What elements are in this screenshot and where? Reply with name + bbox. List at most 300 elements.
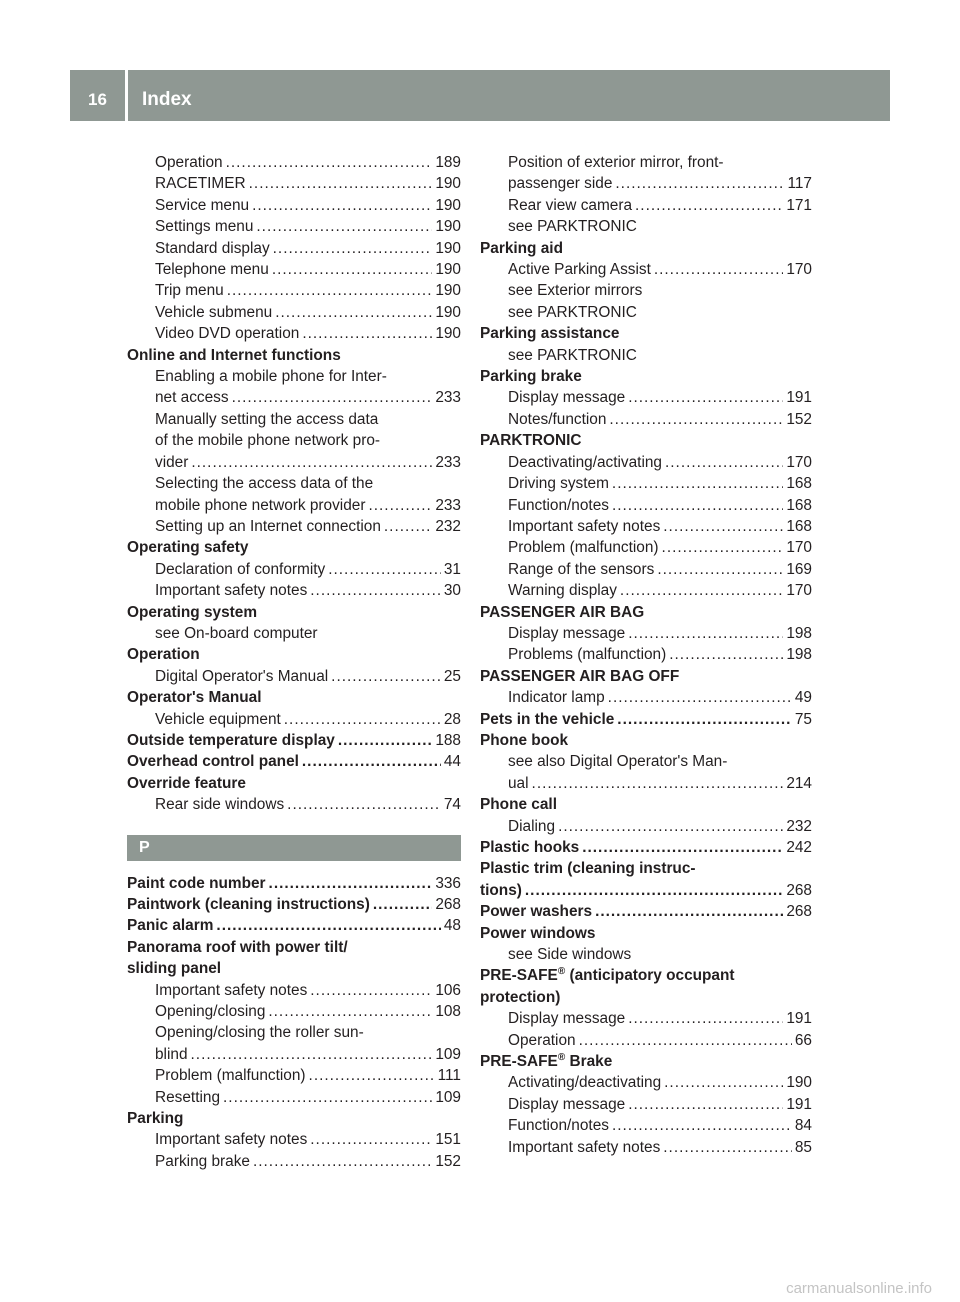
index-entry (480, 602, 812, 623)
entry-text: PRE-SAFE (480, 1053, 558, 1071)
entry-text: Manually setting the access data (155, 410, 379, 428)
page-ref: 85 (794, 1138, 812, 1156)
entry-row (155, 323, 461, 344)
entry-text: Panorama roof with power tilt/ (127, 938, 348, 956)
entry-text: PASSENGER AIR BAG (480, 603, 645, 621)
entry-text: Operating safety (127, 539, 249, 557)
leader-dots (620, 580, 783, 601)
entry-row (508, 1094, 812, 1115)
entry-row (127, 602, 461, 623)
watermark: carmanualsonline.info (786, 1280, 932, 1297)
page-ref: 170 (786, 261, 812, 279)
entry-row (155, 152, 461, 173)
index-entry (480, 559, 812, 580)
index-entry (480, 730, 812, 751)
index-entry (480, 1008, 812, 1029)
entry-row (155, 1044, 461, 1065)
leader-dots (608, 687, 792, 708)
index-entry (127, 473, 461, 516)
leader-dots (328, 559, 441, 580)
index-entry (127, 280, 461, 301)
entry-row (127, 773, 461, 794)
index-entry (480, 473, 812, 494)
entry-row (155, 259, 461, 280)
entry-row (155, 302, 461, 323)
index-entry (127, 937, 461, 980)
entry-text: Overhead control panel (127, 753, 299, 771)
page-ref: 190 (435, 239, 461, 257)
leader-dots (309, 1065, 435, 1086)
entry-term (508, 345, 637, 366)
entry-text: sliding panel (127, 960, 222, 978)
page-ref: 170 (786, 453, 812, 471)
leader-dots (275, 302, 432, 323)
entry-term (155, 387, 229, 408)
index-entry (127, 195, 461, 216)
entry-term (155, 152, 223, 173)
entry-term (155, 259, 269, 280)
leader-dots (310, 980, 432, 1001)
leader-dots (579, 1030, 792, 1051)
section-letter-bar: P (127, 835, 461, 861)
entry-row (480, 709, 812, 730)
entry-text: Power windows (480, 924, 596, 942)
entry-text: Operation (155, 154, 223, 171)
leader-dots (532, 773, 784, 794)
page-ref: 191 (786, 389, 812, 407)
entry-row (155, 559, 461, 580)
leader-dots (373, 894, 432, 915)
index-entry (480, 1072, 812, 1093)
entry-text: Phone book (480, 731, 569, 749)
index-entry (480, 1115, 812, 1136)
entry-text: Operating system (127, 603, 258, 621)
index-entry (480, 580, 812, 601)
leader-dots (635, 195, 783, 216)
page-ref: 152 (786, 410, 812, 428)
page-ref: 242 (786, 839, 812, 856)
entry-row (127, 1108, 461, 1129)
leader-dots (582, 837, 783, 858)
page-ref: 169 (786, 560, 812, 578)
index-entry (480, 516, 812, 537)
page-ref: 30 (443, 582, 461, 600)
entry-row (155, 666, 461, 687)
entry-continued-line: of the mobile phone network pro- (155, 432, 381, 450)
entry-row (508, 687, 812, 708)
entry-text: Outside temperature display (127, 731, 335, 749)
index-entry (127, 366, 461, 409)
index-entry (127, 1065, 461, 1086)
entry-text: PARKTRONIC (480, 432, 582, 450)
entry-term (480, 238, 563, 259)
entry-text: Problem (malfunction) (508, 539, 659, 557)
page-ref: 198 (786, 624, 812, 642)
entry-term (127, 773, 246, 794)
entry-term (508, 302, 637, 323)
entry-row (155, 280, 461, 301)
page-ref: 190 (435, 282, 461, 300)
entry-row (127, 644, 461, 665)
leader-dots (664, 1072, 783, 1093)
leader-dots (665, 452, 783, 473)
entry-row (508, 173, 812, 194)
leader-dots (226, 152, 433, 173)
index-entry (480, 452, 812, 473)
index-entry (480, 366, 812, 387)
entry-row (508, 216, 812, 237)
index-entry (480, 687, 812, 708)
entry-term (155, 195, 249, 216)
entry-text: Problem (malfunction) (155, 1067, 306, 1085)
index-entry (127, 152, 461, 173)
entry-row (480, 323, 812, 344)
entry-text-tail: Brake (565, 1053, 613, 1071)
index-entry (480, 345, 812, 366)
index-entry (480, 858, 812, 901)
index-right-column (480, 152, 812, 1158)
entry-text: ual (508, 774, 529, 792)
page-ref: 111 (437, 1067, 461, 1085)
entry-text: Parking brake (480, 368, 582, 386)
entry-text: Power washers (480, 903, 593, 921)
entry-text: Panic alarm (127, 917, 214, 935)
entry-text: Indicator lamp (508, 689, 605, 707)
index-entry (480, 280, 812, 301)
page-ref: 233 (435, 389, 461, 407)
entry-term (508, 1137, 660, 1158)
index-entry (127, 602, 461, 623)
page-ref: 44 (443, 753, 461, 771)
entry-text: Function/notes (508, 496, 609, 514)
entry-text: Settings menu (155, 218, 254, 236)
page-ref: 214 (786, 774, 812, 792)
entry-term (155, 980, 307, 1001)
page-ref: 106 (435, 981, 461, 999)
entry-text: Parking aid (480, 239, 563, 257)
page-ref: 28 (443, 710, 461, 728)
page-ref: 48 (443, 917, 461, 935)
index-entry (480, 751, 812, 794)
entry-row (508, 280, 812, 301)
index-entry (127, 751, 461, 772)
index-entry (480, 965, 812, 1008)
entry-row (155, 452, 461, 473)
entry-row (155, 709, 461, 730)
entry-text: passenger side (508, 175, 613, 193)
entry-term (480, 923, 595, 944)
entry-term (508, 452, 662, 473)
index-entry (480, 901, 812, 922)
entry-term (480, 837, 579, 858)
entry-row (155, 173, 461, 194)
entry-continued-line (155, 409, 461, 430)
entry-row (508, 409, 812, 430)
entry-text: Opening/closing the roller sun- (155, 1024, 364, 1042)
leader-dots (252, 195, 432, 216)
entry-term (155, 302, 272, 323)
page-ref: 108 (435, 1003, 461, 1021)
entry-row (480, 880, 812, 901)
index-entry (480, 1030, 812, 1051)
page-ref: 171 (786, 196, 812, 214)
entry-term (508, 173, 612, 194)
entry-row (155, 387, 461, 408)
entry-row (480, 837, 812, 858)
entry-text: Paintwork (cleaning instructions) (127, 896, 370, 913)
entry-text: Display message (508, 1010, 626, 1028)
entry-term (155, 452, 188, 473)
entry-text: Digital Operator's Manual (155, 667, 329, 685)
leader-dots (253, 1151, 432, 1172)
entry-text: Online and Internet functions (127, 346, 341, 364)
entry-term (508, 280, 642, 301)
index-entry (480, 709, 812, 730)
index-entry (480, 623, 812, 644)
index-entry (127, 302, 461, 323)
entry-term (155, 516, 381, 537)
leader-dots (662, 537, 784, 558)
entry-term (508, 687, 605, 708)
index-entry (480, 409, 812, 430)
index-entry (480, 1094, 812, 1115)
entry-term (508, 944, 631, 965)
page-ref: 168 (786, 475, 812, 493)
index-entry (127, 623, 461, 644)
header-divider (125, 70, 128, 121)
entry-term (508, 623, 625, 644)
entry-text: tions) (480, 881, 522, 899)
index-entry (480, 495, 812, 516)
entry-text: see PARKTRONIC (508, 218, 637, 236)
entry-term (127, 687, 262, 708)
entry-row (508, 516, 812, 537)
entry-text: see On-board computer (155, 624, 318, 642)
leader-dots (249, 173, 433, 194)
entry-term (127, 894, 370, 915)
leader-dots (310, 1129, 432, 1150)
page-ref: 188 (435, 731, 461, 749)
entry-term (155, 1065, 306, 1086)
leader-dots (191, 452, 432, 473)
page-ref: 189 (435, 154, 461, 171)
entry-row (155, 580, 461, 601)
page-ref: 232 (435, 517, 461, 535)
page-ref: 336 (435, 874, 461, 892)
leader-dots (615, 173, 784, 194)
entry-term (127, 730, 335, 751)
index-entry (480, 537, 812, 558)
entry-text: Plastic hooks (480, 839, 580, 856)
page-ref: 198 (786, 646, 812, 664)
entry-row (480, 987, 812, 1008)
entry-text: Parking brake (155, 1152, 250, 1170)
page-ref: 190 (786, 1074, 812, 1092)
page-ref: 25 (443, 667, 461, 685)
leader-dots (612, 473, 783, 494)
leader-dots (227, 280, 433, 301)
entry-row (480, 238, 812, 259)
entry-text-tail: (anticipatory occupant (565, 967, 735, 985)
entry-row (155, 1151, 461, 1172)
entry-continued-line (155, 1022, 461, 1043)
page-number: 16 (88, 90, 107, 109)
entry-term (155, 1151, 250, 1172)
page-ref: 152 (435, 1152, 461, 1170)
entry-term (508, 1030, 576, 1051)
index-entry (480, 923, 812, 944)
index-entry (127, 1087, 461, 1108)
leader-dots (384, 516, 432, 537)
page-ref: 74 (443, 796, 461, 814)
entry-term (480, 880, 522, 901)
entry-term (155, 559, 325, 580)
entry-row (127, 894, 461, 915)
index-entry (480, 238, 812, 259)
index-entry (480, 323, 812, 344)
entry-row (508, 816, 812, 837)
index-entry (127, 216, 461, 237)
entry-text: Dialing (508, 817, 556, 835)
entry-term (127, 1108, 183, 1129)
entry-text: Notes/function (508, 410, 607, 428)
entry-text: Setting up an Internet connection (155, 517, 381, 535)
entry-row (508, 495, 812, 516)
leader-dots (663, 516, 783, 537)
index-entry (127, 915, 461, 936)
leader-dots (628, 1094, 783, 1115)
index-entry (127, 794, 461, 815)
page-ref: 66 (794, 1031, 812, 1049)
index-entry (480, 816, 812, 837)
page-ref: 168 (786, 496, 812, 514)
entry-term (127, 537, 248, 558)
entry-text: Operation (127, 646, 200, 664)
entry-row (508, 1030, 812, 1051)
entry-term (155, 794, 284, 815)
entry-text: Video DVD operation (155, 325, 300, 343)
entry-row (127, 730, 461, 751)
index-entry (127, 1129, 461, 1150)
index-entry (127, 537, 461, 558)
entry-text: RACETIMER (155, 175, 246, 193)
entry-text: Display message (508, 1095, 626, 1113)
page-ref: 170 (786, 582, 812, 600)
entry-row (155, 1065, 461, 1086)
leader-dots (628, 623, 783, 644)
index-entry (127, 580, 461, 601)
entry-text: Driving system (508, 475, 609, 493)
entry-row (508, 559, 812, 580)
page-ref: 233 (435, 496, 461, 514)
leader-dots (663, 1137, 792, 1158)
leader-dots (302, 751, 441, 772)
entry-text: Warning display (508, 582, 617, 600)
index-entry (480, 1137, 812, 1158)
entry-text: Vehicle submenu (155, 303, 273, 321)
entry-term (127, 915, 213, 936)
page-ref: 268 (435, 896, 461, 913)
entry-continued-line (155, 473, 461, 494)
entry-row (508, 195, 812, 216)
entry-row (508, 537, 812, 558)
leader-dots (232, 387, 433, 408)
entry-term (155, 623, 318, 644)
leader-dots (669, 644, 783, 665)
registered-mark: ® (557, 966, 566, 978)
leader-dots (628, 1008, 783, 1029)
index-entry (127, 1108, 461, 1129)
page-ref: 117 (787, 175, 812, 193)
entry-term (480, 602, 644, 623)
entry-row (127, 537, 461, 558)
entry-term (480, 709, 614, 730)
entry-term (155, 280, 224, 301)
entry-term (508, 537, 659, 558)
entry-term (155, 216, 253, 237)
entry-row (508, 1072, 812, 1093)
leader-dots (331, 666, 441, 687)
entry-text: Display message (508, 389, 626, 407)
entry-row (508, 452, 812, 473)
entry-text: PASSENGER AIR BAG OFF (480, 667, 680, 685)
entry-row (508, 259, 812, 280)
entry-text: Pets in the vehicle (480, 710, 615, 728)
index-left-column (127, 152, 461, 1172)
entry-text: net access (155, 389, 229, 407)
entry-text: Rear side windows (155, 796, 285, 814)
entry-term (155, 238, 270, 259)
entry-text: Operator's Manual (127, 689, 262, 707)
leader-dots (268, 1001, 432, 1022)
entry-text: Important safety notes (508, 1138, 661, 1156)
entry-row (155, 980, 461, 1001)
entry-text: Service menu (155, 196, 250, 214)
leader-dots (654, 259, 783, 280)
leader-dots (216, 915, 440, 936)
entry-row (480, 602, 812, 623)
leader-dots (628, 387, 783, 408)
entry-term (508, 216, 637, 237)
index-entry (127, 980, 461, 1001)
index-entry (480, 944, 812, 965)
entry-text: Active Parking Assist (508, 261, 651, 279)
page-ref: 232 (786, 817, 812, 835)
entry-term (127, 751, 299, 772)
page-ref: 190 (435, 218, 461, 236)
entry-text: Selecting the access data of the (155, 475, 374, 493)
index-entry (480, 794, 812, 815)
entry-term (480, 666, 679, 687)
index-block (127, 152, 461, 816)
index-entry (127, 894, 461, 915)
entry-term (480, 323, 619, 344)
entry-term (480, 794, 557, 815)
entry-text: PRE-SAFE (480, 967, 558, 985)
index-entry (480, 430, 812, 451)
page-ref: 190 (435, 261, 461, 279)
entry-row (480, 666, 812, 687)
entry-text: see PARKTRONIC (508, 346, 637, 364)
page-ref: 268 (786, 903, 812, 921)
entry-term (480, 730, 568, 751)
entry-row (508, 623, 812, 644)
entry-term (127, 644, 200, 665)
entry-text: Function/notes (508, 1117, 609, 1135)
entry-row (480, 730, 812, 751)
index-entry (127, 1151, 461, 1172)
entry-text: Resetting (155, 1088, 221, 1106)
